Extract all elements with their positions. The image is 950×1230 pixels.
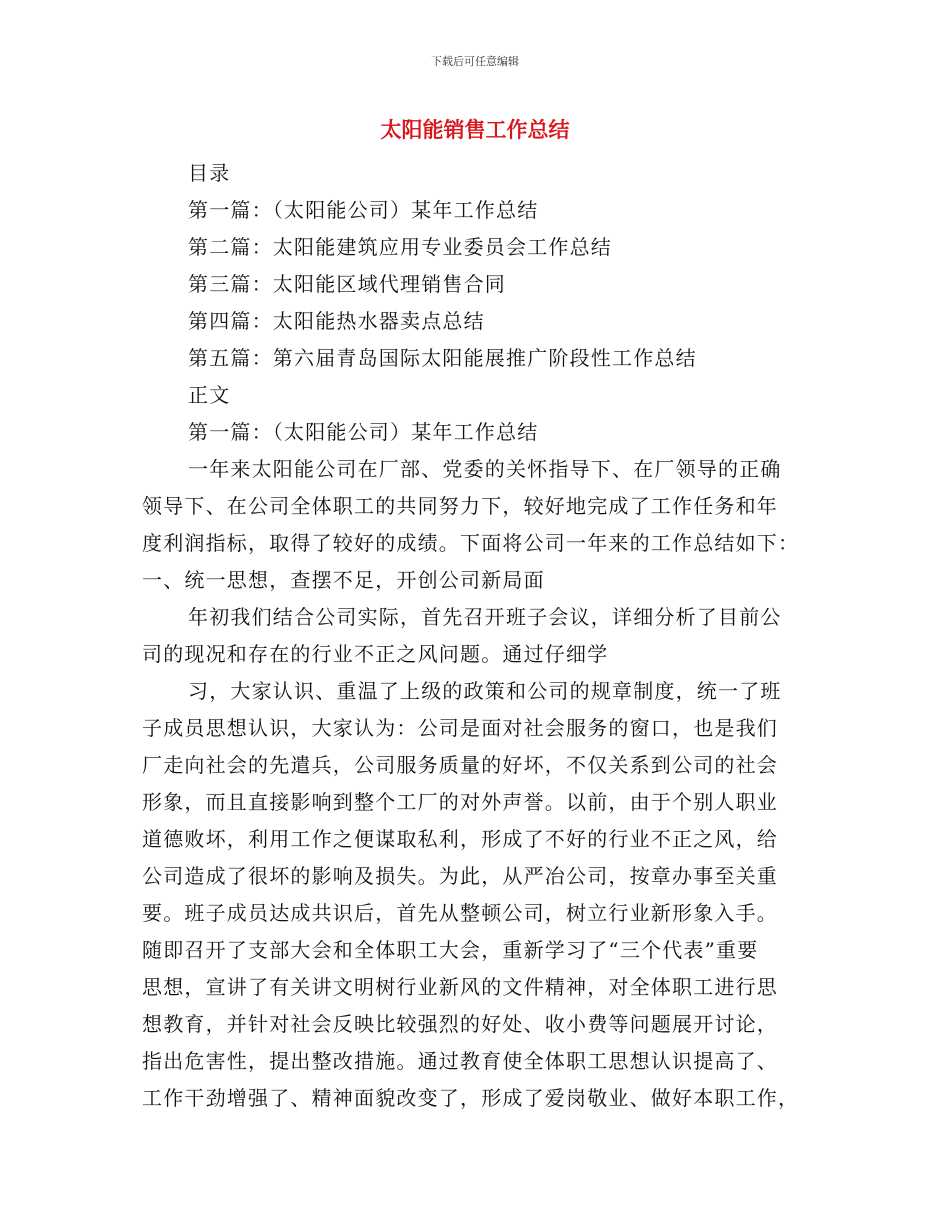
body-line: 指出危害性，提出整改措施。通过教育使全体职工思想认识提高了、 [142, 1049, 778, 1073]
body-line: 第一篇：（太阳能公司）某年工作总结 [188, 420, 539, 444]
header-note: 下载后可任意编辑 [431, 55, 519, 68]
body-line: 目录 [188, 161, 231, 185]
document-title: 太阳能销售工作总结 [380, 118, 570, 142]
body-line: 道德败坏，利用工作之便谋取私利，形成了不好的行业不正之风，给 [142, 827, 778, 851]
body-line: 习，大家认识、重温了上级的政策和公司的规章制度，统一了班 [188, 679, 782, 703]
body-line: 第二篇：太阳能建筑应用专业委员会工作总结 [188, 235, 612, 259]
body-line: 一、统一思想，查摆不足，开创公司新局面 [142, 568, 545, 592]
body-line: 年初我们结合公司实际，首先召开班子会议，详细分析了目前公 [188, 605, 782, 629]
body-line: 厂走向社会的先遣兵，公司服务质量的好坏，不仅关系到公司的社会 [142, 753, 778, 777]
body-line: 第一篇：（太阳能公司）某年工作总结 [188, 198, 539, 222]
body-line: 第三篇：太阳能区域代理销售合同 [188, 272, 506, 296]
body-line: 第五篇：第六届青岛国际太阳能展推广阶段性工作总结 [188, 346, 697, 370]
body-line: 想教育，并针对社会反映比较强烈的好处、收小费等问题展开讨论， [142, 1012, 778, 1036]
body-line: 随即召开了支部大会和全体职工大会，重新学习了“三个代表”重要 [142, 938, 759, 962]
body-line: 一年来太阳能公司在厂部、党委的关怀指导下、在厂领导的正确 [188, 457, 782, 481]
body-line: 思想，宣讲了有关讲文明树行业新风的文件精神，对全体职工进行思 [142, 975, 778, 999]
body-line: 度利润指标，取得了较好的成绩。下面将公司一年来的工作总结如下： [142, 531, 800, 555]
body-line: 领导下、在公司全体职工的共同努力下，较好地完成了工作任务和年 [142, 494, 778, 518]
body-line: 子成员思想认识，大家认为：公司是面对社会服务的窗口，也是我们 [142, 716, 778, 740]
body-line: 工作干劲增强了、精神面貌改变了，形成了爱岗敬业、做好本职工作， [142, 1086, 800, 1110]
body-line: 正文 [188, 383, 231, 407]
document-body [142, 155, 807, 1117]
body-line: 形象，而且直接影响到整个工厂的对外声誉。以前，由于个别人职业 [142, 790, 778, 814]
body-line: 要。班子成员达成共识后，首先从整顿公司，树立行业新形象入手。 [142, 901, 778, 925]
body-line: 司的现况和存在的行业不正之风问题。通过仔细学 [142, 642, 609, 666]
body-line: 第四篇：太阳能热水器卖点总结 [188, 309, 485, 333]
body-line: 公司造成了很坏的影响及损失。为此，从严冶公司，按章办事至关重 [142, 864, 778, 888]
